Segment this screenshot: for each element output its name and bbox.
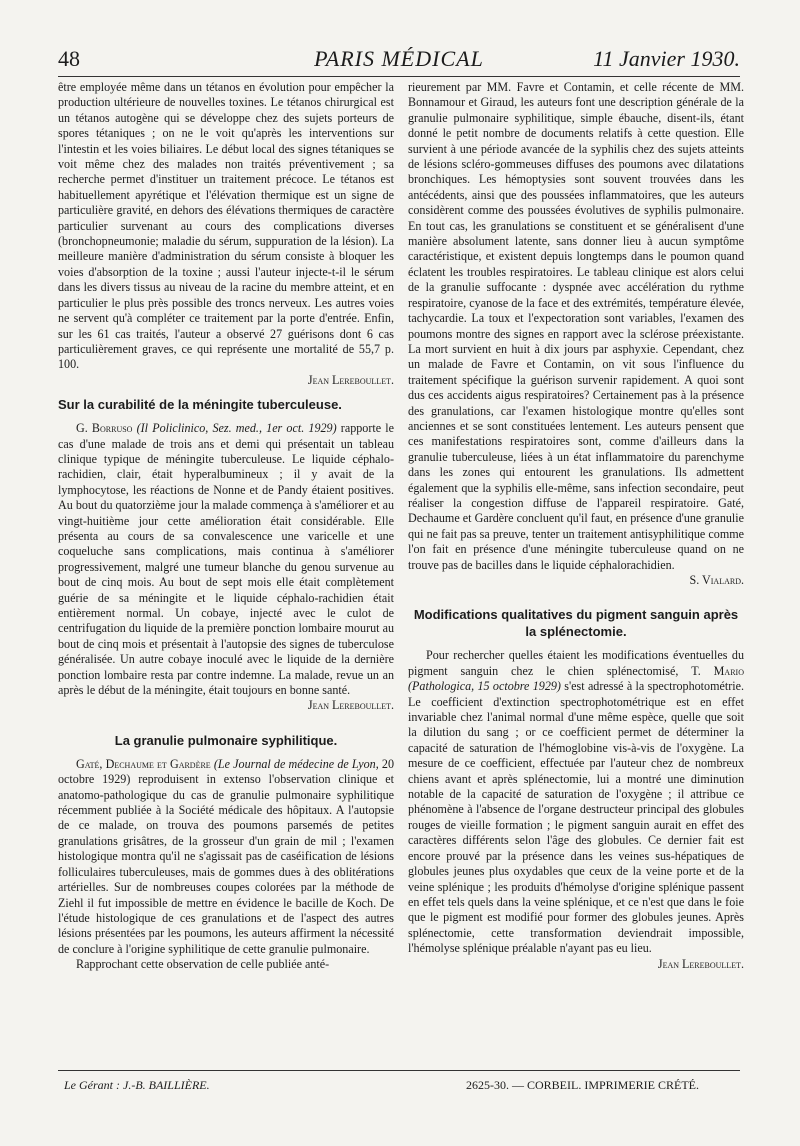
meningite-text: rapporte le cas d'une malade de trois ans et demi qui présentait un tableau clinique typique de méningite tuberculeuse. Le liquide céphalo-rachidien, clair, était hyperalbumineux ; il y avait de la lymphocytose, les réactions de Nonne et de Pandy étaient positives. Au bout du quatorzième jour la malade commença à s'améliorer et au vingt-huitième jour cette amélioration était considérable. Elle présenta au cours de sa convalescence une varicelle et une coqueluche sans complications, mais continua à s'améliorer progressivement, malgré une tumeur blanche du genou survenue au bout de cinq mois. Au bout de sept mois elle était complètement guérie de sa méningite et le liquide céphalo-rachidien était entièrement normal. Un cobaye, injecté avec le culot de centrifugation du liquide de la première ponction lombaire mourut au bout de cinq mois et présentait à l'autopsie des signes de tuberculose généralisée. Un autre cobaye inoculé avec le liquide de la dernière ponction lombaire resta par contre indemne. La malade, revue un an après le début de la méningite, était toujours en bonne santé.: [58, 421, 394, 698]
page-header: [58, 44, 740, 76]
printer-line: 2625-30. — CORBEIL. IMPRIMERIE CRÉTÉ.: [466, 1078, 699, 1092]
citation: (Il Policlinico, Sez. med., 1er oct. 1929): [136, 421, 337, 436]
section-heading-splenectomie: Modifications qualitatives du pigment sanguin après la splénectomie.: [413, 607, 739, 640]
tetanos-paragraph: être employée même dans un tétanos en évolution pour empêcher la production ultérieure de nouvelles toxines. Le tétanos chirurgical est un tétanos autogène qui se développe chez des sujets porteurs de spores tétaniques ; on ne le voit qu'après les interventions sur l'intestin et les voies biliaires. Le début local des signes tétaniques se voit même chez des malades non traités préventivement ; sa recherche permet d'instituer un traitement précoce. Le tétanos est habituellement apyrétique et l'élévation thermique est un signe de particulière gravité, en dehors des élévations thermiques de caractère particulier survenant au cours des complications diverses (bronchopneumonie; maladie du sérum, suppuration de la lésion). La meilleure manière d'administration du sérum consiste à bloquer les voies d'absorption de la toxine ; aussi l'auteur injecte-t-il le sérum dans les divers tissus au niveau de la racine du membre atteint, et en particulier le plus près possible des troncs nerveux. Les autres voies ne servent qu'à compléter ce traitement par la porte d'entrée. Enfin, sur les 61 cas traités, l'auteur a observé 27 guérisons dont 6 cas particulièrement graves, ce qui représente une mortalité de 55,7 p. 100.: [58, 80, 394, 372]
author-name: Gaté, Dechaume et Gardère: [76, 756, 211, 771]
citation: (Pathologica, 15 octobre 1929): [408, 679, 561, 694]
signature: S. Vialard.: [689, 573, 744, 587]
header-rule: [58, 76, 740, 77]
meningite-paragraph: [58, 421, 394, 698]
granulie-continuation: rieurement par MM. Favre et Contamin, et celle récente de MM. Bonnamour et Giraud, les auteurs font une description générale de la granulie pulmonaire syphilitique, simple ébauche, disent-ils, étant donné le petit nombre de documents relatifs à cette question. Elle survient à une période avancée de la syphilis chez des sujets atteints de lésions scléro-gommeuses diffuses des poumons avec dilatations bronchiques. Les hémoptysies sont souvent trouvées dans les antécédents, ainsi que des poussées inflammatoires, que les auteurs considèrent comme des poussées évolutives de syphilis pulmonaire. En tout cas, les granulations se constituent et se généralisent d'une manière absolument latente, sans donner lieu à aucun symptôme caractéristique, et existent depuis longtemps dans le poumon quand éclatent les troubles respiratoires. Le tableau clinique est alors celui de la granulie suffocante : dyspnée avec accélération du rythme respiratoire, cyanose de la face et des extrémités, température élevée, tachycardie. La toux et l'expectoration sont variables, l'examen des poumons montre des signes en rapport avec la sclérose préexistante. La mort survient en huit à dix jours par asphyxie. Cependant, chez un malade de Favre et Contamin, on vit sous l'influence du traitement spécifique la guérison survenir rapidement. A quoi sont dus ces accidents aigus respiratoires? Certainement pas à la présence des granulations, car l'examen histologique montre qu'elles sont anciennes et se sont constituées lentement. Les auteurs pensent que ces manifestations respiratoires sont, comme d'ailleurs dans la granulie tuberculeuse, liées à un état inflammatoire du parenchyme dans les zones qui entourent les granulations. Ils admettent également que la syphilis elle-même, sans infection secondaire, peut réaliser la congestion diffuse de l'appareil respiratoire. Gaté, Dechaume et Gardère concluent qu'il faut, en présence d'une granulie qui ne fait pas sa preuve, tenter un traitement antisyphilitique comme l'on fait en présence d'une méningite tuberculeuse quand on ne trouve pas de bacilles dans le liquide céphalorachidien.: [408, 80, 744, 572]
right-column: [408, 80, 744, 972]
signature: Jean Lereboullet.: [307, 698, 394, 713]
signature: Jean Lereboullet.: [307, 372, 394, 387]
author-name: T. Mario: [691, 663, 744, 678]
splenectomie-intro: Pour rechercher quelles étaient les modifications éventuelles du pigment sanguin chez le chien splénectomisé,: [408, 648, 744, 678]
footer-rule: [58, 1070, 740, 1071]
author-name: G. Borruso: [76, 421, 133, 436]
granulie-text: 20 octobre 1929) reproduisent in extenso l'observation clinique et anatomo-pathologique du cas de granulie pulmonaire syphilitique récemment publiée à la Société médicale des hôpitaux. A l'autopsie de ce malade, on trouva des poumons parsemés de petites granulations grisâtres, de la grosseur d'un grain de mil ; l'examen histologique montra qu'il ne s'agissait pas de caséification de lésions folliculaires tuberculeuses, mais de gommes dues à des oblitérations artérielles. Sur de nombreuses coupes colorées par la méthode de Ziehl il fut impossible de mettre en évidence le bacille de Koch. De l'étude histologique de ces granulations et de l'aspect des autres lésions présentées par les poumons, les auteurs affirment la nécessité de conclure à l'origine syphilitique de cette granulie pulmonaire.: [58, 756, 395, 956]
publisher-line: Le Gérant : J.-B. BAILLIÈRE.: [64, 1078, 210, 1092]
granulie-paragraph-continued: Rapprochant cette observation de celle publiée anté-: [76, 957, 330, 972]
section-heading-meningite: Sur la curabilité de la méningite tuberculeuse.: [58, 397, 342, 413]
page-footer: [58, 1078, 740, 1098]
signature: Jean Lereboullet.: [657, 956, 744, 971]
issue-date: 11 Janvier 1930.: [593, 46, 740, 71]
splenectomie-paragraph: [408, 648, 744, 956]
section-heading-granulie: La granulie pulmonaire syphilitique.: [114, 732, 338, 748]
left-column: [58, 80, 394, 973]
splenectomie-text: s'est adressé à la spectrophotométrie. Le coefficient d'extinction spectrophotométrique est en effet invariable chez l'animal normal d'une même espèce, quelle que soit la dilution du sang ; or ce coefficient permet de déterminer la capacité de saturation de l'hémoglobine vis-à-vis de l'oxygène. La mesure de ce coefficient, effectuée par l'auteur chez de nombreux chiens avant et après splénectomie, lui a montré une diminution notable de la capacité de saturation de l'oxygène ; il attribue ce phénomène à l'absence de l'organe destructeur principal des globules rouges de vieille formation ; le pigment sanguin aurait en effet des caractères différents selon l'âge des globules. Ce dernier fait est encore prouvé par la présence dans les veines sus-hépatiques de globules jeunes plus oxydables que ceux de la veine porte et de la veine splénique ; les produits d'hémolyse d'origine splénique passent en effet tels quels dans la veine splénique, et ce n'est que dans le foie que le pigment est modifié pour former des globules jeunes. Après splénectomie, cette transformation deviendrait impossible, l'hémolyse splénique préalable n'ayant pas eu lieu.: [408, 679, 744, 956]
citation: (Le Journal de médecine de Lyon,: [213, 756, 379, 771]
journal-title: PARIS MÉDICAL: [314, 46, 484, 71]
page-number: 48: [58, 46, 80, 71]
granulie-paragraph: [58, 757, 394, 957]
